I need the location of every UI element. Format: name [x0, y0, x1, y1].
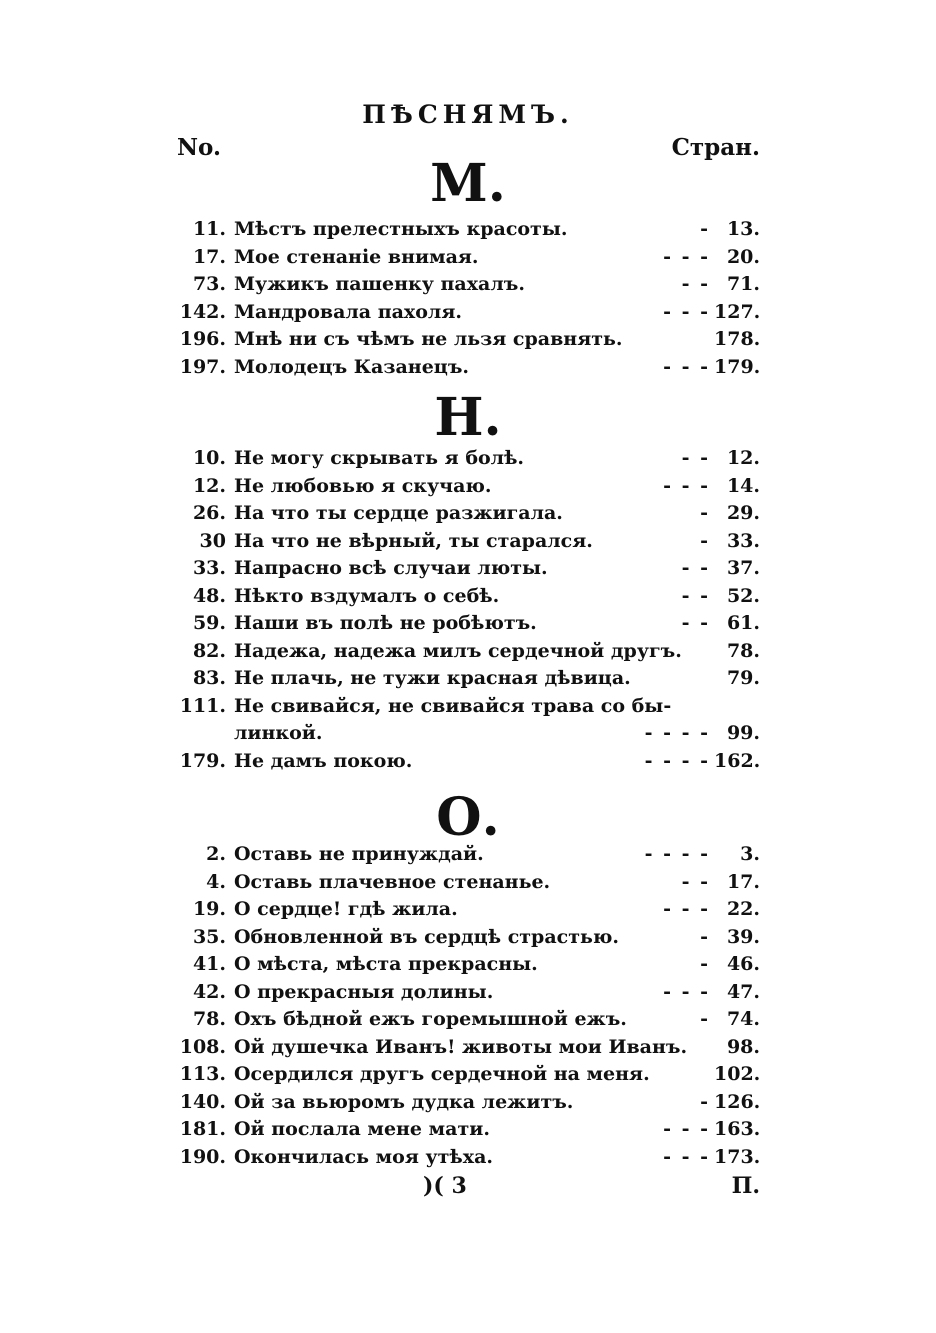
entry-page: 22.: [726, 898, 760, 920]
index-entry: [170, 1005, 760, 1033]
entry-page: 74.: [726, 1008, 760, 1030]
entry-title: Не любовью я скучаю.: [234, 474, 492, 497]
entry-leader: - - - -: [644, 749, 710, 772]
entry-title: Обновленной въ сердцѣ страстью.: [234, 925, 619, 948]
entry-title: Мандровала пахоля.: [234, 300, 462, 323]
entry-page: 33.: [726, 529, 760, 552]
entry-title: Не дамъ покою.: [234, 749, 413, 772]
entry-page: 78.: [726, 639, 760, 662]
entry-number: 30: [199, 529, 226, 552]
index-entry: [170, 444, 760, 472]
entry-number: 17.: [192, 245, 226, 268]
entry-page: 20.: [726, 245, 760, 268]
entry-page: 47.: [726, 980, 760, 1003]
entry-leader: -: [700, 529, 710, 552]
entry-title: О мѣста, мѣста прекрасны.: [234, 953, 538, 975]
index-entry: [170, 1060, 760, 1088]
entry-page: 178.: [714, 328, 761, 350]
entry-page: 3.: [740, 843, 760, 865]
entry-number: 59.: [192, 612, 226, 634]
index-entry: [170, 923, 760, 951]
entry-title: Ой послала мене мати.: [234, 1118, 490, 1140]
index-entry: [170, 747, 760, 775]
column-header-page: Стран.: [671, 134, 760, 161]
entry-title: Наши въ полѣ не робѣютъ.: [234, 612, 537, 634]
index-entry: [170, 895, 760, 923]
entry-leader: -: [700, 502, 710, 524]
entry-title: Не могу скрывать я болѣ.: [234, 447, 525, 469]
entry-leader: - -: [681, 273, 710, 295]
entry-page: 37.: [726, 557, 760, 579]
entry-number: 19.: [192, 898, 226, 920]
entry-title: Ой за вьюромъ дудка лежитъ.: [234, 1090, 574, 1113]
entry-number: 113.: [179, 1063, 226, 1085]
entry-title: Мужикъ пашенку пахалъ.: [234, 273, 525, 295]
entry-page: 179.: [714, 355, 761, 378]
index-entry: [170, 692, 760, 720]
entry-page: 12.: [726, 447, 760, 469]
entry-number: 48.: [192, 584, 226, 607]
index-entry: [170, 499, 760, 527]
entry-title: Не свивайся, не свивайся трава со бы-: [234, 694, 672, 717]
entry-number: 83.: [192, 667, 226, 689]
entry-page: 163.: [714, 1118, 761, 1140]
index-entry: [170, 353, 760, 381]
entry-title: О сердце! гдѣ жила.: [234, 898, 458, 920]
entry-number: 42.: [192, 980, 226, 1003]
entry-leader: - - -: [663, 1118, 710, 1140]
entry-leader: -: [700, 1090, 710, 1113]
entry-number: 140.: [179, 1090, 226, 1113]
entry-page: 13.: [726, 218, 760, 240]
entry-leader: - - -: [663, 300, 710, 323]
index-entry: [170, 719, 760, 747]
index-entry: [170, 978, 760, 1006]
index-entry: [170, 1115, 760, 1143]
entry-title: Мѣстъ прелестныхъ красоты.: [234, 218, 568, 240]
column-header-number: No.: [177, 134, 221, 161]
entry-leader: - - - -: [644, 843, 710, 865]
entry-leader: - - - -: [644, 722, 710, 744]
entry-title: На что не вѣрный, ты старался.: [234, 529, 593, 552]
entry-number: 73.: [192, 273, 226, 295]
entry-number: 10.: [192, 447, 226, 469]
entry-page: 102.: [714, 1063, 761, 1085]
index-entry: [170, 950, 760, 978]
entry-title: Напрасно всѣ случаи люты.: [234, 557, 548, 579]
entry-number: 190.: [179, 1145, 226, 1168]
index-entry: [170, 1033, 760, 1061]
entry-number: 181.: [179, 1118, 226, 1140]
entry-title: Мнѣ ни съ чѣмъ не льзя сравнять.: [234, 328, 623, 350]
entry-number: 33.: [192, 557, 226, 579]
entry-number: 179.: [179, 749, 226, 772]
entry-number: 78.: [192, 1008, 226, 1030]
index-entry: [170, 582, 760, 610]
entry-title: Надежа, надежа милъ сердечной другъ.: [234, 639, 682, 662]
entry-title: Оставь не принуждай.: [234, 843, 484, 865]
entry-number: 108.: [179, 1035, 226, 1058]
index-entry: [170, 270, 760, 298]
entry-title: Молодецъ Казанецъ.: [234, 355, 470, 378]
entry-title: Не плачь, не тужи красная дѣвица.: [234, 667, 631, 689]
entry-page: 126.: [714, 1090, 761, 1113]
entry-number: 82.: [192, 639, 226, 662]
entry-leader: -: [700, 1008, 710, 1030]
entry-number: 26.: [192, 502, 226, 524]
entry-title: Охъ бѣдной ежъ горемышной ежъ.: [234, 1008, 627, 1030]
entry-page: 162.: [714, 749, 761, 772]
index-entry: [170, 527, 760, 555]
index-entry: [170, 868, 760, 896]
entry-page: 173.: [714, 1145, 761, 1168]
entry-leader: - -: [681, 612, 710, 634]
catchword: П.: [731, 1173, 760, 1199]
entry-leader: -: [700, 925, 710, 948]
entry-page: 17.: [726, 870, 760, 893]
entry-leader: - - -: [663, 355, 710, 378]
entry-title: На что ты сердце разжигала.: [234, 502, 563, 524]
entry-number: 142.: [179, 300, 226, 323]
entry-page: 61.: [726, 612, 760, 634]
entry-number: 2.: [206, 843, 226, 865]
entry-leader: - - -: [663, 474, 710, 497]
entry-number: 197.: [179, 355, 226, 378]
entry-page: 79.: [726, 667, 760, 689]
entry-title: Нѣкто вздумалъ о себѣ.: [234, 584, 500, 607]
section-letter: Н.: [434, 387, 502, 448]
entry-leader: - -: [681, 584, 710, 607]
entry-title: линкой.: [234, 722, 323, 744]
section-letter: О.: [436, 787, 500, 848]
entry-number: 12.: [192, 474, 226, 497]
index-entry: [170, 243, 760, 271]
entry-page: 29.: [726, 502, 760, 524]
index-entry: [170, 472, 760, 500]
entry-title: Ой душечка Иванъ! животы мои Иванъ.: [234, 1035, 688, 1058]
index-entry: [170, 1088, 760, 1116]
index-entry: [170, 637, 760, 665]
entry-page: 98.: [726, 1035, 760, 1058]
entry-number: 41.: [192, 953, 226, 975]
index-entry: [170, 554, 760, 582]
index-entry: [170, 325, 760, 353]
entry-leader: -: [700, 953, 710, 975]
entry-page: 99.: [726, 722, 760, 744]
page-title: ПѢСНЯМЪ.: [362, 100, 574, 129]
entry-page: 52.: [726, 584, 760, 607]
entry-number: 35.: [192, 925, 226, 948]
entry-title: Осердился другъ сердечной на меня.: [234, 1063, 650, 1085]
entry-number: 11.: [192, 218, 226, 240]
index-entry: [170, 609, 760, 637]
entry-page: 71.: [726, 273, 760, 295]
entry-leader: - -: [681, 557, 710, 579]
entry-title: О прекрасныя долины.: [234, 980, 494, 1003]
entry-title: Мое стенаніе внимая.: [234, 245, 479, 268]
entry-page: 14.: [726, 474, 760, 497]
entry-number: 4.: [206, 870, 226, 893]
entry-number: 111.: [179, 694, 226, 717]
index-entry: [170, 215, 760, 243]
entry-number: 196.: [179, 328, 226, 350]
entry-page: 127.: [714, 300, 761, 323]
entry-leader: - - -: [663, 980, 710, 1003]
entry-page: 39.: [726, 925, 760, 948]
signature-mark: )( 3: [423, 1173, 467, 1199]
index-entry: [170, 1143, 760, 1171]
entry-title: Окончилась моя утѣха.: [234, 1145, 494, 1168]
entry-leader: - - -: [663, 245, 710, 268]
entry-leader: - - -: [663, 1145, 710, 1168]
entry-leader: - -: [681, 447, 710, 469]
entry-page: 46.: [726, 953, 760, 975]
entry-leader: - -: [681, 870, 710, 893]
entry-leader: -: [700, 218, 710, 240]
index-entry: [170, 840, 760, 868]
index-entry: [170, 298, 760, 326]
entry-leader: - - -: [663, 898, 710, 920]
entry-title: Оставь плачевное стенанье.: [234, 870, 551, 893]
index-entry: [170, 664, 760, 692]
section-letter: М.: [430, 153, 506, 214]
